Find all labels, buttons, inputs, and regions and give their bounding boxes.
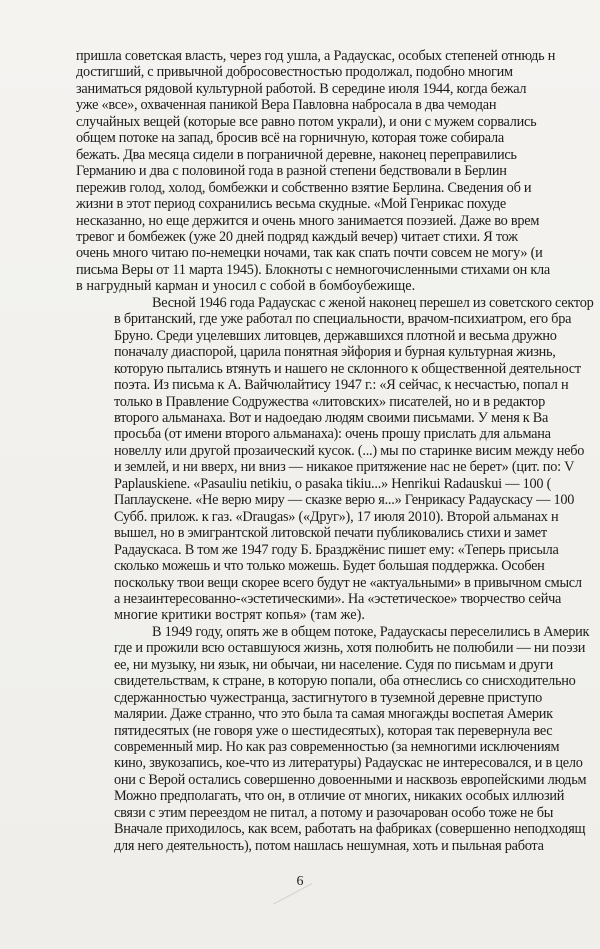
text-line: Бруно. Среди уцелевших литовцев, державшихся плотной и весьма дружно <box>114 327 557 344</box>
text-line: для него деятельность), потом нашлась нешумная, хоть и пыльная работа <box>114 837 544 854</box>
text-line: они с Верой остались совершенно довоенными и насквозь европейскими людьм <box>114 771 587 788</box>
text-line: несказанно, но еще держится и очень много занимается поэзией. Даже во врем <box>76 212 540 229</box>
paragraph-2 <box>76 295 600 624</box>
text-line: бежать. Два месяца сидели в пограничной деревне, наконец переправились <box>76 146 517 163</box>
text-line: в британский, где уже работал по специальности, врачом-психиатром, его бра <box>114 311 572 328</box>
text-line: многие критики вострят копья» (там же). <box>114 607 365 624</box>
paragraph-1 <box>76 48 600 295</box>
text-line: пережив голод, холод, бомбежки и собственно взятие Берлина. Сведения об и <box>76 179 532 196</box>
text-line: Можно предполагать, что он, в отличие от многих, никаких особых иллюзий <box>114 788 565 805</box>
text-line: только в Правление Содружества «литовских» писателей, но и в редактор <box>114 393 545 410</box>
text-line: письма Веры от 11 марта 1945). Блокноты с немногочисленными стихами он кла <box>76 261 551 278</box>
text-line: сколько можешь и что только можешь. Будет большая поддержка. Особен <box>114 558 545 575</box>
page-number: 6 <box>296 874 304 889</box>
text-line: Паплаускене. «Не верю миру — сказке верю я...» Генрикасу Радаускасу — 100 <box>114 492 575 509</box>
text-line: малярии. Даже странно, что это была та самая многажды воспетая Америк <box>114 706 553 723</box>
text-line: Германию и два с половиной года в разной степени бедствовали в Берлин <box>76 163 507 180</box>
text-line: сдержанностью чужестранца, застигнутого в туземной деревне приступо <box>114 689 543 706</box>
text-line: В 1949 году, опять же в общем потоке, Радаускасы переселились в Америк <box>152 623 590 640</box>
text-line: Субб. прилож. к газ. «Draugas» («Друг»), 17 июля 2010). Второй альманах н <box>114 508 559 525</box>
text-line: очень много читаю по-немецки ночами, так как спать почти совсем не могу» (и <box>76 245 543 262</box>
text-line: свидетельствам, к стране, в которую попали, оба отнеслись со снисходительно <box>114 673 576 690</box>
text-line: современный мир. Но как раз современностью (за немногими исключениям <box>114 739 560 756</box>
text-line: кино, звукозапись, кое-что из литературы) Радаускас не интересовался, и в цело <box>114 755 583 772</box>
text-line: заниматься рядовой культурной работой. В середине июля 1944, когда бежал <box>76 80 527 97</box>
text-line: Радаускаса. В том же 1947 году Б. Бразджёнис пишет ему: «Теперь присыла <box>114 541 559 558</box>
text-line: ее, ни музыку, ни язык, ни обычаи, ни население. Судя по письмам и други <box>114 656 554 673</box>
text-line: поначалу диаспорой, царила понятная эйфория и бурная культурная жизнь, <box>114 344 556 361</box>
text-line: общем потоке на запад, бросив всё на горничную, которая тоже собирала <box>76 130 504 147</box>
text-line: второго альманаха. Вот и надоедаю людям своими письмами. У меня к Ва <box>114 409 549 426</box>
paragraph-3 <box>76 624 600 854</box>
text-line: жизни в этот период сохранились весьма скудные. «Мой Генрикас похуде <box>76 196 507 213</box>
text-line: случайных вещей (которые все равно потом украли), и они с мужем сорвались <box>76 113 537 130</box>
text-line: пятидесятых (не говоря уже о шестидесятых), которая так перевернула вес <box>114 722 553 739</box>
text-line: поэта. Из письма к А. Вайчюлайтису 1947 г.: «Я сейчас, к несчастью, попал н <box>114 377 569 394</box>
text-line: поскольку твои вещи скорее всего будут не «актуальными» в привычном смысл <box>114 574 582 591</box>
text-line: связи с этим переездом не питал, а потому и разочарован особо тоже не бы <box>114 804 554 821</box>
text-line: уже «все», охваченная паникой Вера Павловна набросала в два чемодан <box>76 97 497 114</box>
text-line: вышел, но в эмигрантской литовской печати публиковались стихи и замет <box>114 525 547 542</box>
text-line: Paplauskiene. «Pasauliu netikiu, o pasaka tikiu...» Henrikui Radauskui — 100 ( <box>114 475 552 492</box>
text-line: просьба (от имени второго альманаха): очень прошу прислать для альмана <box>114 426 551 443</box>
text-line: которую пытались втянуть и нашего не склонного к общественной деятельност <box>114 360 581 377</box>
text-line: пришла советская власть, через год ушла, а Радаускас, особых степеней отнюдь н <box>76 48 556 64</box>
text-line: и землей, и ни вверх, ни вниз — никакое притяжение нас не берет» (цит. по: V <box>114 459 575 476</box>
text-line: Весной 1946 года Радаускас с женой наконец перешел из советского сектор <box>152 294 594 311</box>
text-line: где и прожили всю оставшуюся жизнь, хотя полюбить не полюбили — ни поэзи <box>114 640 586 657</box>
text-line: достигший, с привычной добросовестностью продолжал, подобно многим <box>76 64 513 81</box>
body-text <box>76 48 600 854</box>
text-line: новеллу или другой прозаический кусок. (...) мы по старинке висим между небо <box>114 442 585 459</box>
text-line: Вначале приходилось, как всем, работать на фабриках (совершенно неподходящ <box>114 821 586 838</box>
text-line: а незаинтересованно-«эстетическими». На «эстетическое» творчество сейча <box>114 590 562 607</box>
text-line: тревог и бомбежек (уже 20 дней подряд каждый вечер) читает стихи. Я тож <box>76 228 518 245</box>
text-line: в нагрудный карман и уносил с собой в бомбоубежище. <box>76 278 416 295</box>
